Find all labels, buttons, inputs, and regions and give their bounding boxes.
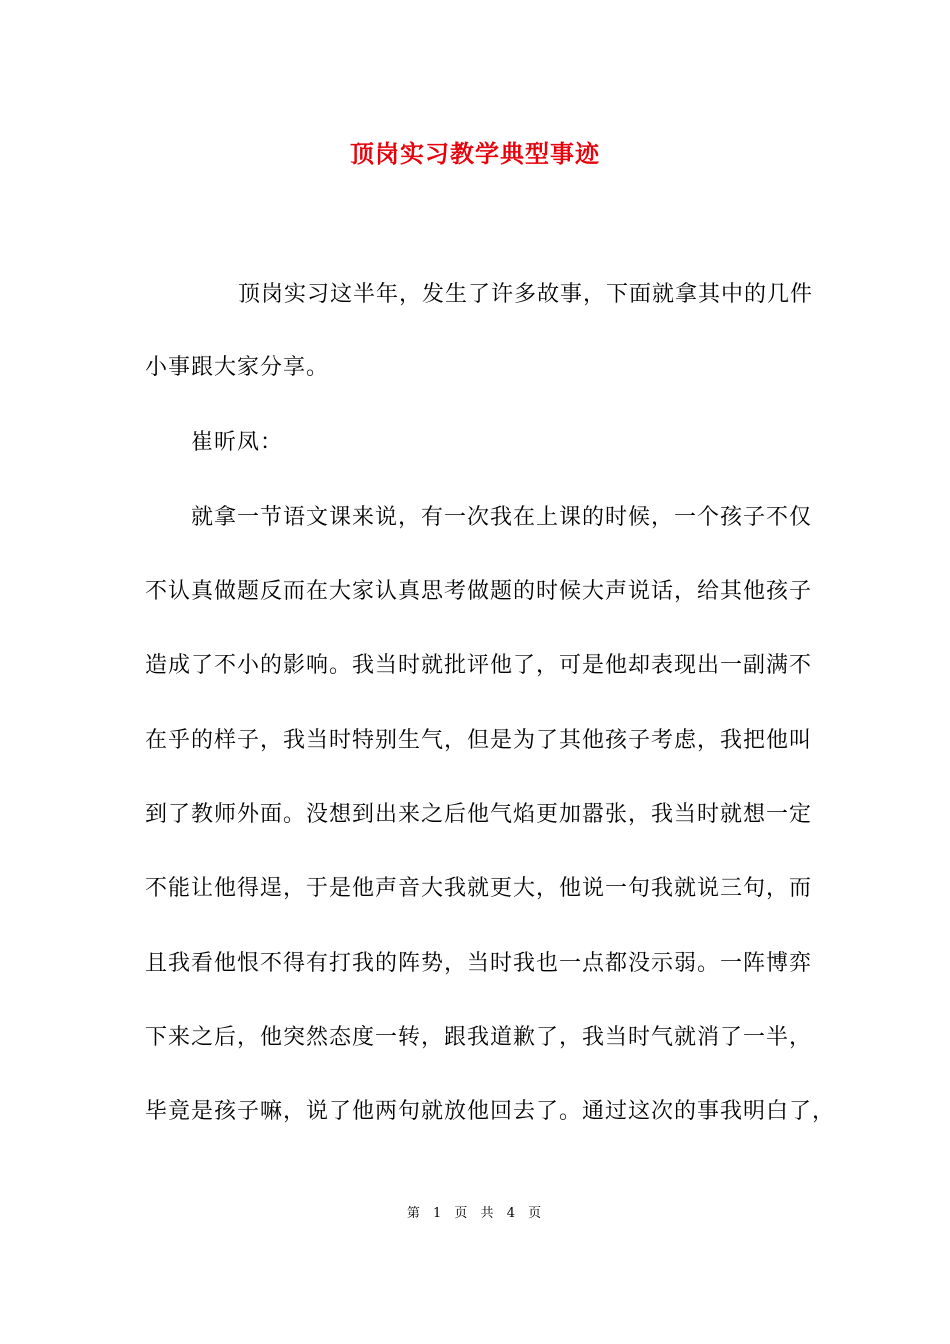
body-line: 毕竟是孩子嘛，说了他两句就放他回去了。通过这次的事我明白了， xyxy=(145,1099,836,1124)
body-line: 在乎的样子，我当时特别生气，但是为了其他孩子考虑，我把他叫 xyxy=(145,728,813,753)
body-line: 顶岗实习这半年，发生了许多故事，下面就拿其中的几件 xyxy=(238,282,814,307)
body-line: 下来之后，他突然态度一转，跟我道歉了，我当时气就消了一半， xyxy=(145,1025,813,1050)
body-line: 且我看他恨不得有打我的阵势，当时我也一点都没示弱。一阵博弈 xyxy=(145,951,813,976)
body-line: 到了教师外面。没想到出来之后他气焰更加嚣张，我当时就想一定 xyxy=(145,802,813,827)
body-line: 就拿一节语文课来说，有一次我在上课的时候，一个孩子不仅 xyxy=(191,505,813,530)
document-title: 顶岗实习教学典型事迹 xyxy=(350,139,600,168)
speaker-name: 崔昕凤： xyxy=(191,430,284,455)
page-number: 第 1 页 共 4 页 xyxy=(406,1206,544,1221)
body-line: 不能让他得逞，于是他声音大我就更大，他说一句我就说三句，而 xyxy=(145,876,813,901)
body-line: 不认真做题反而在大家认真思考做题的时候大声说话，给其他孩子 xyxy=(145,579,813,604)
body-line: 小事跟大家分享。 xyxy=(145,355,330,380)
body-line: 造成了不小的影响。我当时就批评他了，可是他却表现出一副满不 xyxy=(145,653,813,678)
